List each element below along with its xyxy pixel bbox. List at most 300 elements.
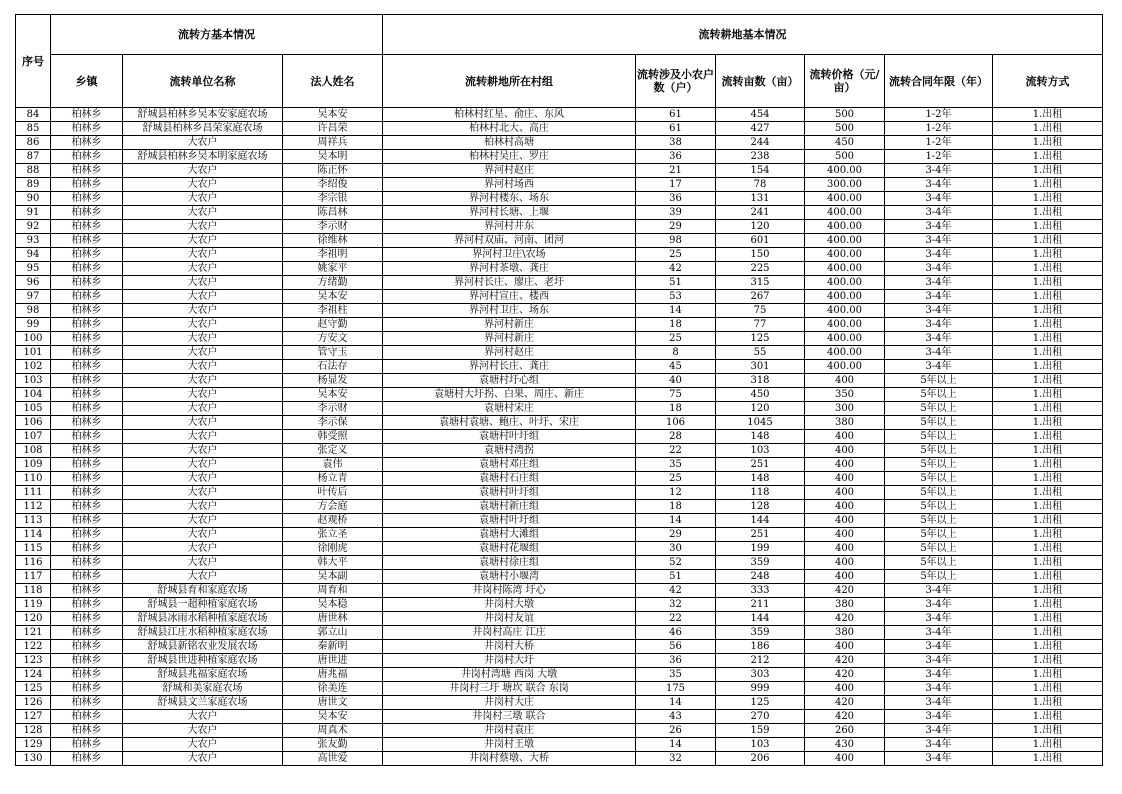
cell-legal: 吴本明 <box>283 150 383 164</box>
cell-legal: 李宗银 <box>283 192 383 206</box>
cell-village: 界河村新庄 <box>383 318 636 332</box>
cell-seq: 93 <box>16 234 51 248</box>
cell-town: 柏林乡 <box>51 458 123 472</box>
cell-village: 袁塘村叶圩组 <box>383 430 636 444</box>
cell-method: 1.出租 <box>993 752 1103 766</box>
cell-price: 400.00 <box>805 248 885 262</box>
col-header-seq: 序号 <box>16 15 51 108</box>
cell-village: 袁塘村圩心组 <box>383 374 636 388</box>
cell-households: 17 <box>636 178 716 192</box>
cell-households: 21 <box>636 164 716 178</box>
cell-method: 1.出租 <box>993 626 1103 640</box>
cell-area: 1045 <box>716 416 805 430</box>
cell-price: 400.00 <box>805 220 885 234</box>
cell-method: 1.出租 <box>993 528 1103 542</box>
cell-term: 3-4年 <box>885 738 993 752</box>
cell-village: 井岗村湾塘 西岗 大墩 <box>383 668 636 682</box>
cell-households: 43 <box>636 710 716 724</box>
cell-price: 380 <box>805 598 885 612</box>
cell-legal: 高世爱 <box>283 752 383 766</box>
cell-area: 238 <box>716 150 805 164</box>
table-row <box>16 192 1103 206</box>
cell-town: 柏林乡 <box>51 626 123 640</box>
cell-village: 袁塘村大滩组 <box>383 528 636 542</box>
cell-households: 42 <box>636 262 716 276</box>
cell-seq: 127 <box>16 710 51 724</box>
cell-unit: 大农户 <box>123 752 283 766</box>
cell-method: 1.出租 <box>993 108 1103 122</box>
table-row <box>16 402 1103 416</box>
cell-seq: 128 <box>16 724 51 738</box>
cell-households: 53 <box>636 290 716 304</box>
cell-price: 400 <box>805 374 885 388</box>
cell-area: 251 <box>716 458 805 472</box>
cell-households: 175 <box>636 682 716 696</box>
cell-price: 400 <box>805 458 885 472</box>
table-row <box>16 304 1103 318</box>
cell-method: 1.出租 <box>993 472 1103 486</box>
cell-area: 303 <box>716 668 805 682</box>
cell-method: 1.出租 <box>993 360 1103 374</box>
cell-area: 251 <box>716 528 805 542</box>
cell-village: 界河村井东 <box>383 220 636 234</box>
cell-seq: 87 <box>16 150 51 164</box>
cell-method: 1.出租 <box>993 514 1103 528</box>
cell-unit: 大农户 <box>123 178 283 192</box>
cell-town: 柏林乡 <box>51 416 123 430</box>
cell-town: 柏林乡 <box>51 234 123 248</box>
cell-village: 界河村长庄、龚庄 <box>383 360 636 374</box>
cell-seq: 85 <box>16 122 51 136</box>
cell-price: 420 <box>805 654 885 668</box>
cell-town: 柏林乡 <box>51 598 123 612</box>
cell-term: 3-4年 <box>885 640 993 654</box>
cell-term: 3-4年 <box>885 206 993 220</box>
cell-method: 1.出租 <box>993 388 1103 402</box>
cell-village: 界河村双庙、河南、团河 <box>383 234 636 248</box>
cell-term: 5年以上 <box>885 444 993 458</box>
cell-village: 袁塘村宋庄 <box>383 402 636 416</box>
cell-village: 柏林村北大、高庄 <box>383 122 636 136</box>
cell-price: 420 <box>805 612 885 626</box>
cell-seq: 101 <box>16 346 51 360</box>
cell-households: 106 <box>636 416 716 430</box>
cell-method: 1.出租 <box>993 220 1103 234</box>
cell-town: 柏林乡 <box>51 192 123 206</box>
cell-method: 1.出租 <box>993 598 1103 612</box>
cell-legal: 张定义 <box>283 444 383 458</box>
cell-area: 154 <box>716 164 805 178</box>
cell-village: 袁塘村袁塘、鲍庄、叶圩、宋庄 <box>383 416 636 430</box>
cell-seq: 112 <box>16 500 51 514</box>
cell-unit: 舒城县柏林乡吴本明家庭农场 <box>123 150 283 164</box>
cell-price: 400 <box>805 570 885 584</box>
cell-price: 350 <box>805 388 885 402</box>
table-row <box>16 654 1103 668</box>
cell-legal: 赵观桥 <box>283 514 383 528</box>
cell-term: 5年以上 <box>885 528 993 542</box>
cell-unit: 大农户 <box>123 164 283 178</box>
cell-town: 柏林乡 <box>51 710 123 724</box>
table-row <box>16 696 1103 710</box>
cell-area: 244 <box>716 136 805 150</box>
cell-method: 1.出租 <box>993 290 1103 304</box>
cell-area: 144 <box>716 612 805 626</box>
cell-seq: 116 <box>16 556 51 570</box>
cell-town: 柏林乡 <box>51 430 123 444</box>
cell-method: 1.出租 <box>993 682 1103 696</box>
cell-term: 3-4年 <box>885 696 993 710</box>
table-row <box>16 486 1103 500</box>
table-row <box>16 206 1103 220</box>
cell-seq: 118 <box>16 584 51 598</box>
cell-town: 柏林乡 <box>51 304 123 318</box>
cell-area: 267 <box>716 290 805 304</box>
cell-term: 3-4年 <box>885 360 993 374</box>
cell-method: 1.出租 <box>993 136 1103 150</box>
cell-town: 柏林乡 <box>51 514 123 528</box>
cell-price: 400.00 <box>805 360 885 374</box>
cell-households: 56 <box>636 640 716 654</box>
table-row <box>16 458 1103 472</box>
cell-households: 40 <box>636 374 716 388</box>
cell-village: 柏林村红星、俞庄、东风 <box>383 108 636 122</box>
cell-method: 1.出租 <box>993 276 1103 290</box>
cell-term: 5年以上 <box>885 402 993 416</box>
cell-village: 袁塘村石庄组 <box>383 472 636 486</box>
cell-method: 1.出租 <box>993 346 1103 360</box>
cell-unit: 大农户 <box>123 346 283 360</box>
cell-legal: 李祖柱 <box>283 304 383 318</box>
cell-area: 211 <box>716 598 805 612</box>
cell-unit: 大农户 <box>123 472 283 486</box>
cell-village: 柏林村吴庄、罗庄 <box>383 150 636 164</box>
group-header-land: 流转耕地基本情况 <box>383 15 1103 55</box>
cell-unit: 大农户 <box>123 528 283 542</box>
table-row <box>16 556 1103 570</box>
cell-legal: 郭立山 <box>283 626 383 640</box>
cell-town: 柏林乡 <box>51 696 123 710</box>
cell-price: 400 <box>805 682 885 696</box>
cell-term: 3-4年 <box>885 220 993 234</box>
cell-area: 601 <box>716 234 805 248</box>
cell-area: 318 <box>716 374 805 388</box>
cell-unit: 大农户 <box>123 444 283 458</box>
table-row <box>16 136 1103 150</box>
cell-term: 3-4年 <box>885 654 993 668</box>
cell-method: 1.出租 <box>993 122 1103 136</box>
cell-village: 袁塘村花堰组 <box>383 542 636 556</box>
cell-households: 61 <box>636 122 716 136</box>
cell-price: 400.00 <box>805 276 885 290</box>
cell-households: 46 <box>636 626 716 640</box>
cell-town: 柏林乡 <box>51 640 123 654</box>
cell-legal: 袁伟 <box>283 458 383 472</box>
table-row <box>16 164 1103 178</box>
cell-method: 1.出租 <box>993 444 1103 458</box>
cell-term: 3-4年 <box>885 626 993 640</box>
cell-method: 1.出租 <box>993 262 1103 276</box>
cell-seq: 96 <box>16 276 51 290</box>
cell-method: 1.出租 <box>993 430 1103 444</box>
cell-unit: 大农户 <box>123 542 283 556</box>
cell-seq: 109 <box>16 458 51 472</box>
cell-town: 柏林乡 <box>51 178 123 192</box>
cell-area: 248 <box>716 570 805 584</box>
cell-legal: 管守玉 <box>283 346 383 360</box>
cell-town: 柏林乡 <box>51 122 123 136</box>
cell-area: 159 <box>716 724 805 738</box>
cell-seq: 95 <box>16 262 51 276</box>
col-header-price: 流转价格（元/亩） <box>805 55 885 108</box>
cell-village: 袁塘村小堰湾 <box>383 570 636 584</box>
cell-area: 148 <box>716 430 805 444</box>
cell-village: 井岗村友谊 <box>383 612 636 626</box>
cell-legal: 许昌荣 <box>283 122 383 136</box>
cell-method: 1.出租 <box>993 486 1103 500</box>
cell-term: 1-2年 <box>885 122 993 136</box>
cell-seq: 103 <box>16 374 51 388</box>
cell-price: 380 <box>805 416 885 430</box>
cell-price: 400 <box>805 472 885 486</box>
cell-town: 柏林乡 <box>51 346 123 360</box>
cell-unit: 大农户 <box>123 388 283 402</box>
table-row <box>16 416 1103 430</box>
cell-households: 22 <box>636 612 716 626</box>
cell-method: 1.出租 <box>993 738 1103 752</box>
cell-area: 199 <box>716 542 805 556</box>
cell-unit: 大农户 <box>123 416 283 430</box>
cell-area: 77 <box>716 318 805 332</box>
cell-area: 186 <box>716 640 805 654</box>
cell-unit: 舒城县新铭农业发展农场 <box>123 640 283 654</box>
cell-unit: 大农户 <box>123 710 283 724</box>
cell-price: 400 <box>805 500 885 514</box>
cell-term: 1-2年 <box>885 150 993 164</box>
cell-method: 1.出租 <box>993 164 1103 178</box>
cell-town: 柏林乡 <box>51 724 123 738</box>
cell-seq: 99 <box>16 318 51 332</box>
cell-village: 界河村场西 <box>383 178 636 192</box>
cell-area: 301 <box>716 360 805 374</box>
table-row <box>16 598 1103 612</box>
table-row <box>16 710 1103 724</box>
col-header-households: 流转涉及小农户数（户） <box>636 55 716 108</box>
cell-seq: 97 <box>16 290 51 304</box>
cell-legal: 赵守勤 <box>283 318 383 332</box>
cell-town: 柏林乡 <box>51 360 123 374</box>
cell-unit: 舒城县柏林乡吴本安家庭农场 <box>123 108 283 122</box>
table-row <box>16 220 1103 234</box>
table-row <box>16 276 1103 290</box>
cell-legal: 周祥兵 <box>283 136 383 150</box>
cell-legal: 韩大平 <box>283 556 383 570</box>
cell-unit: 大农户 <box>123 220 283 234</box>
cell-town: 柏林乡 <box>51 486 123 500</box>
cell-legal: 陈昌林 <box>283 206 383 220</box>
cell-households: 36 <box>636 654 716 668</box>
table-row <box>16 234 1103 248</box>
cell-unit: 大农户 <box>123 486 283 500</box>
cell-legal: 杨显发 <box>283 374 383 388</box>
table-row <box>16 178 1103 192</box>
table-row <box>16 472 1103 486</box>
cell-area: 148 <box>716 472 805 486</box>
cell-village: 井岗村袁庄 <box>383 724 636 738</box>
cell-term: 5年以上 <box>885 388 993 402</box>
col-header-legal: 法人姓名 <box>283 55 383 108</box>
cell-village: 井岗村王墩 <box>383 738 636 752</box>
cell-households: 25 <box>636 472 716 486</box>
cell-households: 39 <box>636 206 716 220</box>
cell-method: 1.出租 <box>993 206 1103 220</box>
cell-seq: 126 <box>16 696 51 710</box>
cell-seq: 100 <box>16 332 51 346</box>
cell-term: 3-4年 <box>885 598 993 612</box>
cell-seq: 124 <box>16 668 51 682</box>
cell-households: 98 <box>636 234 716 248</box>
cell-town: 柏林乡 <box>51 164 123 178</box>
cell-unit: 大农户 <box>123 556 283 570</box>
cell-legal: 唐兆福 <box>283 668 383 682</box>
cell-price: 420 <box>805 696 885 710</box>
cell-term: 3-4年 <box>885 752 993 766</box>
cell-village: 袁塘村叶圩组 <box>383 486 636 500</box>
cell-method: 1.出租 <box>993 542 1103 556</box>
cell-seq: 92 <box>16 220 51 234</box>
cell-seq: 115 <box>16 542 51 556</box>
table-row <box>16 752 1103 766</box>
cell-unit: 大农户 <box>123 514 283 528</box>
table-row <box>16 724 1103 738</box>
cell-price: 400 <box>805 640 885 654</box>
cell-seq: 121 <box>16 626 51 640</box>
cell-legal: 吴本安 <box>283 388 383 402</box>
cell-area: 128 <box>716 500 805 514</box>
table-row <box>16 626 1103 640</box>
cell-seq: 130 <box>16 752 51 766</box>
cell-town: 柏林乡 <box>51 332 123 346</box>
cell-seq: 123 <box>16 654 51 668</box>
cell-unit: 舒城县一超种植家庭农场 <box>123 598 283 612</box>
cell-area: 120 <box>716 402 805 416</box>
table-row <box>16 262 1103 276</box>
table-header <box>16 15 1103 108</box>
cell-term: 3-4年 <box>885 584 993 598</box>
cell-term: 3-4年 <box>885 710 993 724</box>
cell-town: 柏林乡 <box>51 612 123 626</box>
cell-unit: 大农户 <box>123 276 283 290</box>
cell-town: 柏林乡 <box>51 108 123 122</box>
cell-town: 柏林乡 <box>51 262 123 276</box>
cell-village: 井岗村大墩 <box>383 598 636 612</box>
cell-legal: 方绪勤 <box>283 276 383 290</box>
cell-town: 柏林乡 <box>51 556 123 570</box>
cell-town: 柏林乡 <box>51 584 123 598</box>
cell-unit: 大农户 <box>123 374 283 388</box>
cell-seq: 129 <box>16 738 51 752</box>
table-row <box>16 612 1103 626</box>
table-row <box>16 430 1103 444</box>
table-row <box>16 542 1103 556</box>
cell-term: 5年以上 <box>885 430 993 444</box>
cell-households: 51 <box>636 276 716 290</box>
cell-price: 380 <box>805 626 885 640</box>
cell-price: 400.00 <box>805 192 885 206</box>
cell-seq: 107 <box>16 430 51 444</box>
cell-town: 柏林乡 <box>51 668 123 682</box>
cell-area: 75 <box>716 304 805 318</box>
cell-area: 125 <box>716 332 805 346</box>
cell-village: 井岗村蔡墩、大桥 <box>383 752 636 766</box>
cell-price: 400.00 <box>805 164 885 178</box>
cell-method: 1.出租 <box>993 234 1103 248</box>
cell-price: 400 <box>805 752 885 766</box>
col-header-area: 流转亩数（亩） <box>716 55 805 108</box>
cell-area: 125 <box>716 696 805 710</box>
cell-method: 1.出租 <box>993 374 1103 388</box>
cell-households: 32 <box>636 752 716 766</box>
cell-area: 206 <box>716 752 805 766</box>
cell-unit: 大农户 <box>123 500 283 514</box>
table-row <box>16 500 1103 514</box>
cell-area: 450 <box>716 388 805 402</box>
cell-town: 柏林乡 <box>51 150 123 164</box>
cell-seq: 91 <box>16 206 51 220</box>
cell-village: 井岗村大圩 <box>383 654 636 668</box>
cell-term: 5年以上 <box>885 570 993 584</box>
cell-households: 25 <box>636 332 716 346</box>
cell-seq: 119 <box>16 598 51 612</box>
cell-town: 柏林乡 <box>51 444 123 458</box>
cell-legal: 徐刚虎 <box>283 542 383 556</box>
table-row <box>16 444 1103 458</box>
cell-households: 61 <box>636 108 716 122</box>
cell-households: 30 <box>636 542 716 556</box>
cell-village: 井岗村高庄 江庄 <box>383 626 636 640</box>
table-row <box>16 290 1103 304</box>
cell-unit: 舒城和美家庭农场 <box>123 682 283 696</box>
cell-legal: 徐美连 <box>283 682 383 696</box>
cell-price: 400 <box>805 528 885 542</box>
cell-area: 150 <box>716 248 805 262</box>
cell-town: 柏林乡 <box>51 290 123 304</box>
cell-unit: 大农户 <box>123 738 283 752</box>
cell-method: 1.出租 <box>993 318 1103 332</box>
table-row <box>16 346 1103 360</box>
cell-legal: 唐世进 <box>283 654 383 668</box>
cell-price: 400 <box>805 430 885 444</box>
cell-unit: 大农户 <box>123 360 283 374</box>
cell-method: 1.出租 <box>993 724 1103 738</box>
cell-method: 1.出租 <box>993 402 1103 416</box>
cell-village: 界河村长塘、上堰 <box>383 206 636 220</box>
cell-method: 1.出租 <box>993 248 1103 262</box>
cell-seq: 102 <box>16 360 51 374</box>
cell-unit: 舒城县世进种植家庭农场 <box>123 654 283 668</box>
cell-legal: 吴本稳 <box>283 598 383 612</box>
cell-town: 柏林乡 <box>51 682 123 696</box>
cell-legal: 李示财 <box>283 220 383 234</box>
cell-area: 103 <box>716 738 805 752</box>
table-row <box>16 108 1103 122</box>
land-transfer-table <box>15 14 1103 766</box>
cell-town: 柏林乡 <box>51 570 123 584</box>
cell-town: 柏林乡 <box>51 276 123 290</box>
cell-price: 400.00 <box>805 318 885 332</box>
cell-seq: 114 <box>16 528 51 542</box>
cell-village: 袁塘村新庄组 <box>383 500 636 514</box>
